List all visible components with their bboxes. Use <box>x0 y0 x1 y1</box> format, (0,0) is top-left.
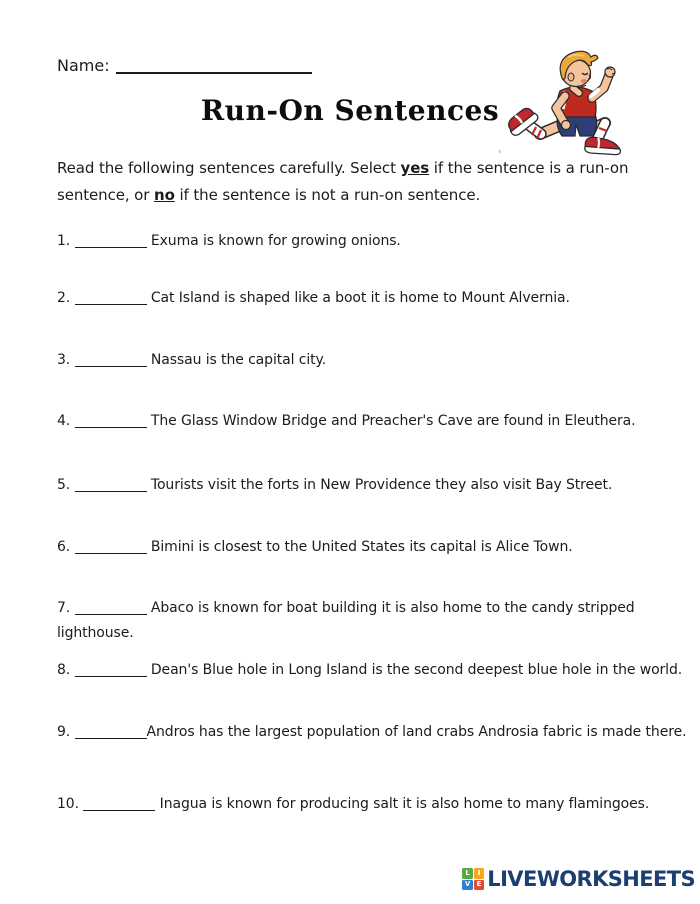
question-text: Exuma is known for growing onions. <box>146 233 401 249</box>
question-number: 10. <box>57 796 79 812</box>
answer-blank[interactable] <box>75 354 147 367</box>
answer-blank[interactable] <box>75 479 147 492</box>
question-number: 7. <box>57 600 71 616</box>
answer-blank[interactable] <box>75 541 147 554</box>
question-number: 4. <box>57 413 71 429</box>
question-row <box>57 596 695 646</box>
page-title: Run-On Sentences <box>200 94 500 127</box>
question-number: 3. <box>57 352 71 368</box>
answer-blank[interactable] <box>75 292 147 305</box>
answer-blank[interactable] <box>75 726 147 739</box>
no-keyword: no <box>154 186 175 204</box>
question-number: 8. <box>57 662 71 678</box>
instructions-part1: Read the following sentences carefully. Select <box>57 159 401 177</box>
question-text: Inagua is known for producing salt it is also home to many flamingoes. <box>155 796 650 812</box>
question-row <box>57 229 695 254</box>
question-number: 2. <box>57 290 71 306</box>
instructions-part3: if the sentence is not a run-on sentence. <box>174 186 481 204</box>
question-number: 1. <box>57 233 71 249</box>
question-row <box>57 286 695 311</box>
question-row <box>57 792 695 817</box>
question-number: 6. <box>57 539 71 555</box>
question-text: Nassau is the capital city. <box>146 352 327 368</box>
instructions-part2: if the sentence is a run-on sentence, or <box>57 159 629 204</box>
question-text: Andros has the largest population of land crabs Androsia fabric is made there. <box>146 724 687 740</box>
answer-blank[interactable] <box>75 602 147 615</box>
question-row <box>57 535 695 560</box>
logo-square-e: E <box>474 880 485 891</box>
answer-blank[interactable] <box>75 664 147 677</box>
question-number: 9. <box>57 724 71 740</box>
name-input-blank[interactable] <box>116 58 312 74</box>
liveworksheets-logo-icon <box>462 868 484 890</box>
name-label: Name: <box>57 56 110 75</box>
question-row <box>57 658 695 683</box>
question-number: 5. <box>57 477 71 493</box>
question-row <box>57 473 695 498</box>
question-text: Tourists visit the forts in New Providence they also visit Bay Street. <box>146 477 613 493</box>
logo-square-l: L <box>462 868 473 879</box>
logo-square-v: V <box>462 880 473 891</box>
question-row <box>57 409 695 434</box>
question-text: Bimini is closest to the United States its capital is Alice Town. <box>146 539 573 555</box>
question-row <box>57 720 695 745</box>
question-text: Cat Island is shaped like a boot it is home to Mount Alvernia. <box>146 290 570 306</box>
clipart-credit-mark: © <box>498 150 502 155</box>
instructions-text <box>57 155 689 209</box>
logo-wordmark: LIVEWORKSHEETS <box>487 867 695 891</box>
liveworksheets-logo[interactable] <box>462 867 695 891</box>
running-boy-clipart <box>493 44 647 158</box>
question-text: Dean's Blue hole in Long Island is the second deepest blue hole in the world. <box>146 662 683 678</box>
question-text: Abaco is known for boat building it is also home to the candy stripped lighthouse. <box>57 600 635 642</box>
answer-blank[interactable] <box>83 798 155 811</box>
yes-keyword: yes <box>400 159 430 177</box>
logo-square-i: I <box>474 868 485 879</box>
answer-blank[interactable] <box>75 415 147 428</box>
answer-blank[interactable] <box>75 235 147 248</box>
name-row <box>57 56 312 75</box>
question-row <box>57 348 695 373</box>
question-text: The Glass Window Bridge and Preacher's Cave are found in Eleuthera. <box>146 413 636 429</box>
